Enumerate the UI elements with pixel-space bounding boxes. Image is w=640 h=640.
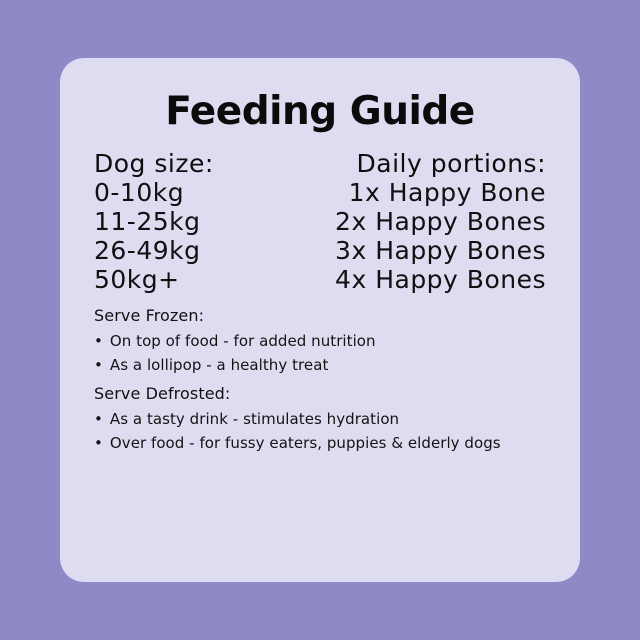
list-item [94,410,546,428]
serving-notes [94,304,546,458]
daily-portion-value: 3x Happy Bones [335,235,546,265]
page-title: Feeding Guide [165,89,475,134]
dog-size-value: 0-10kg [94,177,185,207]
dog-size-value: 11-25kg [94,206,201,236]
bullet-icon: • [94,409,103,428]
table-row [94,236,546,265]
table-row [94,207,546,236]
dog-size-value: 26-49kg [94,235,201,265]
list-item-label: As a tasty drink - stimulates hydration [109,409,400,428]
feeding-guide-card [60,58,580,582]
list-item [94,332,546,350]
column-header-daily-portions: Daily portions: [356,148,546,178]
daily-portion-value: 4x Happy Bones [335,264,546,294]
bullet-icon: • [94,355,103,374]
dog-size-value: 50kg+ [94,264,180,294]
list-item [94,434,546,452]
table-row [94,178,546,207]
daily-portion-value: 2x Happy Bones [335,206,546,236]
table-header-row [94,149,546,178]
list-item [94,356,546,374]
column-header-dog-size: Dog size: [94,148,214,178]
table-row [94,265,546,294]
feeding-table [94,149,546,294]
list-item-label: On top of food - for added nutrition [109,331,376,350]
bullet-icon: • [94,433,103,452]
list-item-label: As a lollipop - a healthy treat [109,355,329,374]
list-item-label: Over food - for fussy eaters, puppies & elderly dogs [109,433,501,452]
daily-portion-value: 1x Happy Bone [348,177,546,207]
serve-defrosted-heading: Serve Defrosted: [94,383,231,403]
serve-frozen-heading: Serve Frozen: [94,305,205,325]
bullet-icon: • [94,331,103,350]
